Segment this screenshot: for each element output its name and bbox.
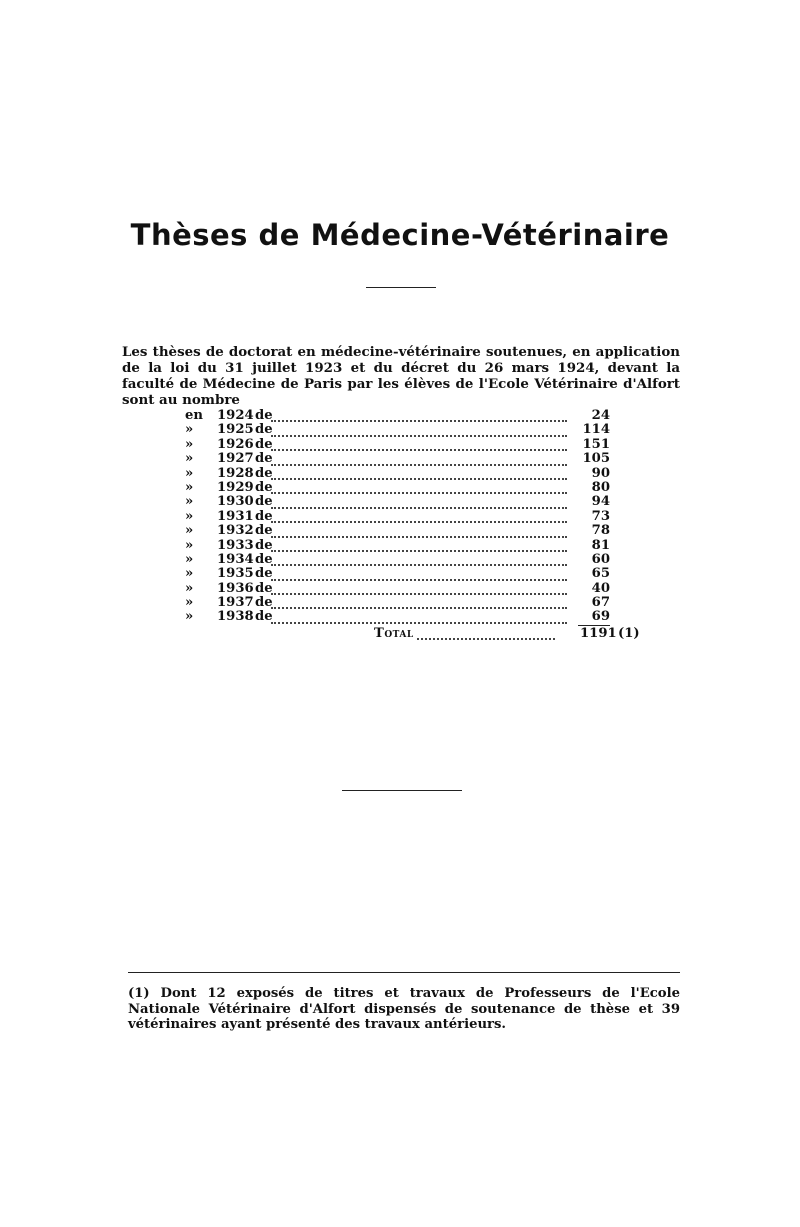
entry-value: 90 [591,465,610,481]
entry-de: de [255,609,273,625]
footnote-rule [128,972,680,973]
total-row [185,626,665,642]
entry-prefix: » [185,580,194,596]
entry-year: 1924 [217,408,254,423]
entry-year: 1936 [217,580,254,596]
entry-value: 94 [591,494,610,510]
entry-value: 65 [591,566,610,582]
entry-value: 78 [591,523,610,539]
entry-year: 1935 [217,566,254,582]
entry-de: de [255,523,273,539]
entry-prefix: » [185,422,194,438]
entry-year: 1929 [217,479,254,495]
entry-value: 60 [591,551,610,567]
entry-de: de [255,465,273,481]
entry-year: 1933 [217,537,254,553]
entry-value: 24 [591,408,610,423]
list-item [185,610,625,624]
entry-value: 40 [591,580,610,596]
title-separator [366,287,436,288]
entry-prefix: » [185,566,194,582]
entry-de: de [255,422,273,438]
entry-de: de [255,551,273,567]
intro-paragraph: Les thèses de doctorat en médecine-vétérinaire soutenues, en application de la loi du 31 juillet 1923 et du décret du 26 mars 1924, devant la faculté de Médecine de Paris par les élèves de l'Ecole Vétérinaire d'Alfort sont au nombre [122,344,680,408]
entry-prefix: » [185,609,194,625]
entry-de: de [255,508,273,524]
thesis-count-list [185,409,625,625]
leader-dots [417,622,555,640]
section-separator [342,790,462,791]
entry-de: de [255,451,273,467]
entry-year: 1937 [217,595,254,611]
entry-prefix: » [185,465,194,481]
entry-year: 1932 [217,523,254,539]
entry-value: 69 [591,609,610,625]
entry-value: 151 [582,436,610,452]
total-label: Total [374,626,414,641]
entry-year: 1934 [217,551,254,567]
total-value: 1191 [580,626,617,641]
entry-value: 80 [591,479,610,495]
entry-prefix: » [185,451,194,467]
entry-year: 1926 [217,436,254,452]
entry-prefix: en [185,408,203,423]
entry-value: 81 [591,537,610,553]
entry-prefix: » [185,551,194,567]
entry-de: de [255,436,273,452]
entry-de: de [255,494,273,510]
entry-value: 105 [582,451,610,467]
entry-year: 1925 [217,422,254,438]
total-footnote-ref: (1) [618,626,640,641]
entry-year: 1928 [217,465,254,481]
entry-de: de [255,595,273,611]
entry-prefix: » [185,537,194,553]
entry-de: de [255,408,273,423]
entry-year: 1938 [217,609,254,625]
entry-de: de [255,537,273,553]
entry-prefix: » [185,494,194,510]
entry-de: de [255,479,273,495]
entry-value: 114 [582,422,610,438]
entry-de: de [255,566,273,582]
entry-prefix: » [185,508,194,524]
entry-prefix: » [185,436,194,452]
entry-year: 1930 [217,494,254,510]
entry-de: de [255,580,273,596]
entry-year: 1927 [217,451,254,467]
footnote: (1) Dont 12 exposés de titres et travaux de Professeurs de l'Ecole Nationale Vétérinaire d'Alfort dispensés de soutenance de thèse et 39 vétérinaires ayant présenté des travaux antérieurs. [128,986,680,1032]
entry-value: 73 [591,508,610,524]
entry-prefix: » [185,479,194,495]
page-title: Thèses de Médecine-Vétérinaire [130,218,670,252]
entry-year: 1931 [217,508,254,524]
entry-prefix: » [185,595,194,611]
entry-value: 67 [591,595,610,611]
entry-prefix: » [185,523,194,539]
